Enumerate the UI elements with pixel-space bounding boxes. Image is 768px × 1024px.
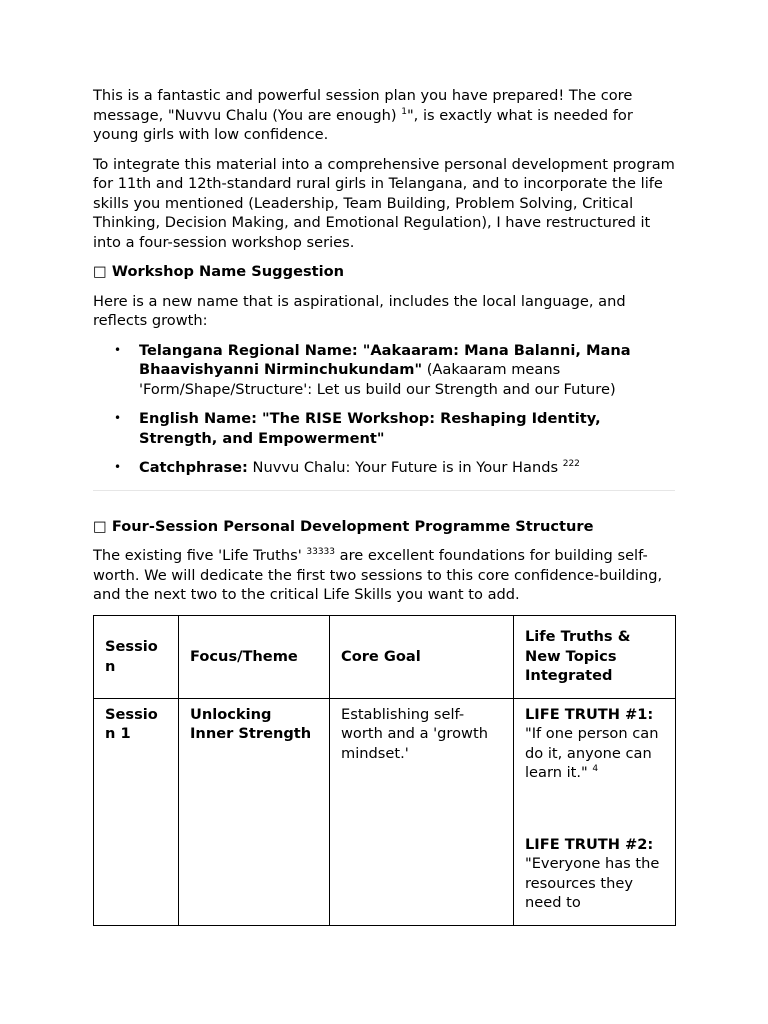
programme-text-end: are excellent foundations for building self-worth. We will dedicate the first two sessions to this core confidence-building, and the next two to the critical Life Skills you want to add. xyxy=(93,547,663,603)
intro-paragraph-2: To integrate this material into a comprehensive personal development program for 11th and 12th-standard rural girls in Telangana, and to incorporate the life skills you mentioned (Leadership, Team Building, Problem Solving, Critical Thinking, Decision Making, and Emotional Regulation), I have restructured it into a four-session workshop series. xyxy=(93,155,675,251)
programme-heading xyxy=(93,517,675,537)
missing-glyph-icon: □ xyxy=(93,517,107,535)
footnote-ref-1: 1 xyxy=(401,106,407,117)
bullet-icon: • xyxy=(114,411,122,425)
divider xyxy=(93,490,675,491)
header-life-truths: Life Truths & New Topics Integrated xyxy=(514,615,676,698)
life-truth-1 xyxy=(525,705,664,783)
document-body xyxy=(93,86,675,926)
footnote-ref-4: 4 xyxy=(592,764,599,774)
cell-life-truths xyxy=(514,698,676,925)
focus-label: Unlocking Inner Strength xyxy=(190,705,312,742)
session-label: Session 1 xyxy=(105,705,158,742)
workshop-name-intro: Here is a new name that is aspirational, includes the local language, and reflects growth: xyxy=(93,292,626,329)
life-truth-2-label: LIFE TRUTH #2: xyxy=(525,835,654,853)
table-header-row xyxy=(94,615,676,698)
missing-glyph-icon: □ xyxy=(93,263,107,280)
programme-heading-text: Four-Session Personal Development Programme Structure xyxy=(111,517,594,535)
intro-text-end: ", is exactly what is needed for young girls with low confidence. xyxy=(93,106,633,143)
life-truth-2-text: "Everyone has the resources they need to xyxy=(525,855,660,911)
programme-paragraph xyxy=(93,546,675,605)
workshop-name-list xyxy=(93,341,675,478)
bullet-icon: • xyxy=(114,460,122,474)
table-row xyxy=(94,698,676,925)
cell-goal: Establishing self-worth and a 'growth mindset.' xyxy=(330,698,514,925)
programme-text-start: The existing five 'Life Truths' xyxy=(93,547,307,564)
header-goal: Core Goal xyxy=(330,615,514,698)
list-item xyxy=(93,341,675,400)
life-truth-2 xyxy=(525,835,664,913)
cell-session xyxy=(94,698,179,925)
header-focus: Focus/Theme xyxy=(179,615,330,698)
cell-focus xyxy=(179,698,330,925)
life-truth-1-label: LIFE TRUTH #1: xyxy=(525,705,654,723)
footnote-ref-2: 222 xyxy=(562,459,580,469)
session-table xyxy=(93,615,676,926)
list-item-text: Nuvvu Chalu: Your Future is in Your Hands xyxy=(247,459,563,476)
workshop-name-heading-text: Workshop Name Suggestion xyxy=(111,263,345,280)
list-item-text: (Aakaaram means 'Form/Shape/Structure': Let us build our Strength and our Future) xyxy=(139,361,616,398)
list-item-bold: English Name: "The RISE Workshop: Reshaping Identity, Strength, and Empowerment" xyxy=(139,410,601,447)
life-truth-1-text: "If one person can do it, anyone can learn it." xyxy=(525,725,659,781)
list-item-bold: Catchphrase: xyxy=(139,459,248,476)
list-item xyxy=(93,458,675,478)
intro-text-start: This is a fantastic and powerful session plan you have prepared! The core message, "Nuvvu Chalu (You are enough) xyxy=(93,87,633,124)
workshop-name-heading xyxy=(93,262,675,282)
header-session: Session xyxy=(94,615,179,698)
bullet-icon: • xyxy=(114,342,122,357)
list-item-bold: Telangana Regional Name: "Aakaaram: Mana Balanni, Mana Bhaavishyanni Nirminchukundam" xyxy=(139,341,631,378)
footnote-ref-3: 33333 xyxy=(306,547,336,557)
list-item xyxy=(93,409,675,448)
intro-paragraph-1 xyxy=(93,86,675,145)
